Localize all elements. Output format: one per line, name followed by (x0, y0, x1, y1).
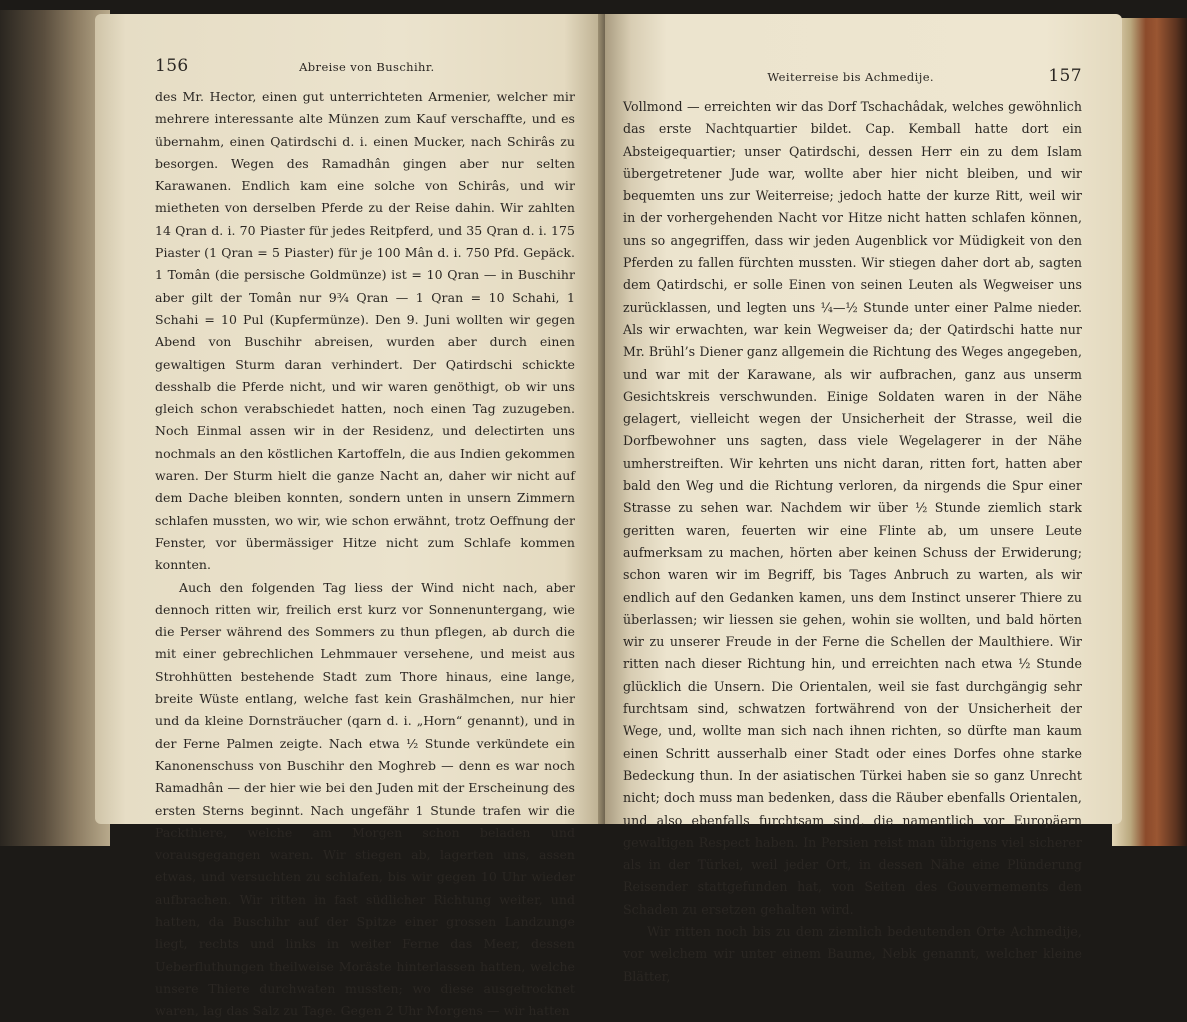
book-edge-right (1112, 18, 1187, 846)
running-title-left: Abreise von Buschihr. (299, 60, 435, 74)
book-edge-left (0, 10, 110, 846)
left-running-head (155, 56, 575, 76)
paragraph: Vollmond — erreichten wir das Dorf Tschachâdak, welches gewöhnlich das erste Nachtquartier bildet. Cap. Kemball hatte dort ein Absteigequartier; unser Qatirdschi, dessen Herr ein zu dem Islam übergetretener Jude war, wollte aber hier nicht bleiben, und wir bequemten uns zur Weiterreise; jedoch hatte der kurze Ritt, weil wir in der vorhergehenden Nacht vor Hitze nicht hatten schlafen können, uns so angegriffen, dass wir jeden Augenblick vor Müdigkeit von den Pferden zu fallen fürchten mussten. Wir stiegen daher dort ab, sagten dem Qatirdschi, er solle Einen von seinen Leuten als Wegweiser uns zurücklassen, und legten uns ¼—½ Stunde unter einer Palme nieder. Als wir erwachten, war kein Wegweiser da; der Qatirdschi hatte nur Mr. Brühl’s Diener ganz allgemein die Richtung des Weges angegeben, und war mit der Karawane, als wir aufbrachen, ganz aus unserm Gesichtskreis verschwunden. Einige Soldaten waren in der Nähe gelagert, vielleicht wegen der Unsicherheit der Strasse, weil die Dorfbewohner uns sagten, dass viele Wegelagerer in der Nähe umherstreiften. Wir kehrten uns nicht daran, ritten fort, hatten aber bald den Weg und die Richtung verloren, da nirgends die Spur einer Strasse zu sehen war. Nachdem wir über ½ Stunde ziemlich stark geritten waren, feuerten wir eine Flinte ab, um unsere Leute aufmerksam zu machen, hörten aber keinen Schuss der Erwiderung; schon waren wir im Begriff, bis Tages Anbruch zu warten, als wir endlich auf den Gedanken kamen, uns dem Instinct unserer Thiere zu überlassen; wir liessen sie gehen, wohin sie wollten, und bald hörten wir zu unserer Freude in der Ferne die Schellen der Maulthiere. Wir ritten nach dieser Richtung hin, und erreichten nach etwa ½ Stunde glücklich die Unsern. Die Orientalen, weil sie fast durchgängig sehr furchtsam sind, schwatzen fortwährend von der Unsicherheit der Wege, und, wollte man sich nach ihnen richten, so dürfte man kaum einen Schritt ausserhalb einer Stadt oder eines Dorfes ohne starke Bedeckung thun. In der asiatischen Türkei haben sie so ganz Unrecht nicht; doch muss man bedenken, dass die Räuber ebenfalls Orientalen, und also ebenfalls furchtsam sind, die namentlich vor Europäern gewaltigen Respect haben. In Persien reist man übrigens viel sicherer als in der Türkei, weil jeder Ort, in dessen Nähe eine Plünderung Reisender stattgefunden hat, von Seiten des Gouvernements den Schaden zu ersetzen gehalten wird. (623, 99, 1082, 917)
paragraph: Auch den folgenden Tag liess der Wind nicht nach, aber dennoch ritten wir, freilich erst kurz vor Sonnenuntergang, wie die Perser während des Sommers zu thun pflegen, ab durch die mit einer gebrechlichen Lehmmauer versehene, und meist aus Strohhütten bestehende Stadt zum Thore hinaus, eine lange, breite Wüste entlang, welche fast kein Grashälmchen, nur hier und da kleine Dornsträucher (qarn d. i. „Horn“ genannt), und in der Ferne Palmen zeigte. Nach etwa ½ Stunde verkündete ein Kanonenschuss von Buschihr den Moghreb — denn es war noch Ramadhân — der hier wie bei den Juden mit der Erscheinung des ersten Sterns beginnt. Nach ungefähr 1 Stunde trafen wir die Packthiere, welche am Morgen schon beladen und vorausgegangen waren. Wir stiegen ab, lagerten uns, assen etwas, und versuchten zu schlafen, bis wir gegen 10 Uhr wieder aufbrachen. Wir ritten in fast südlicher Richtung weiter, und hatten, da Buschihr auf der Spitze einer grossen Landzunge liegt, rechts und links in weiter Ferne das Meer, dessen Ueberfluthungen theilweise Moräste hinterlassen hatten, welche unsere Thiere durchwaten mussten; wo diese ausgetrocknet waren, lag das Salz zu Tage. Gegen 2 Uhr Morgens — wir hatten (155, 579, 575, 1019)
paragraph: Wir ritten noch bis zu dem ziemlich bedeutenden Orte Achmedije, vor welchem wir unter einem Baume, Nebk genannt, welcher kleine Blätter, (623, 923, 1082, 984)
left-page (95, 14, 605, 1019)
right-running-head (623, 66, 1082, 86)
right-page (605, 14, 1122, 984)
page-number-left: 156 (155, 56, 189, 76)
left-page-body (155, 86, 575, 1022)
paragraph: des Mr. Hector, einen gut unterrichteten Armenier, welcher mir mehrere interessante alte Münzen zum Kauf verschaffte, und es übernahm, einen Qatirdschi d. i. einen Mucker, nach Schirâs zu besorgen. Wegen des Ramadhân gingen aber nur selten Karawanen. Endlich kam eine solche von Schirâs, und wir mietheten von derselben Pferde zu der Reise dahin. Wir zahlten 14 Qran d. i. 70 Piaster für jedes Reitpferd, und 35 Qran d. i. 175 Piaster (1 Qran = 5 Piaster) für je 100 Mân d. i. 750 Pfd. Gepäck. 1 Tomân (die persische Goldmünze) ist = 10 Qran — in Buschihr aber gilt der Tomân nur 9¾ Qran — 1 Qran = 10 Schahi, 1 Schahi = 10 Pul (Kupfermünze). Den 9. Juni wollten wir gegen Abend von Buschihr abreisen, wurden aber durch einen gewaltigen Sturm daran verhindert. Der Qatirdschi schickte desshalb die Pferde nicht, und wir waren genöthigt, ob wir uns gleich schon verabschiedet hatten, noch einen Tag zuzugeben. Noch Einmal assen wir in der Residenz, und delectirten uns nochmals an den köstlichen Kartoffeln, die aus Indien gekommen waren. Der Sturm hielt die ganze Nacht an, daher wir nicht auf dem Dache bleiben konnten, sondern unten in unsern Zimmern schlafen mussten, wo wir, wie schon erwähnt, trotz Oeffnung der Fenster, vor übermässiger Hitze nicht zum Schlafe kommen konnten. (155, 89, 575, 573)
page-number-right: 157 (1048, 66, 1082, 86)
running-title-right: Weiterreise bis Achmedije. (767, 70, 934, 84)
right-page-body (623, 96, 1082, 988)
